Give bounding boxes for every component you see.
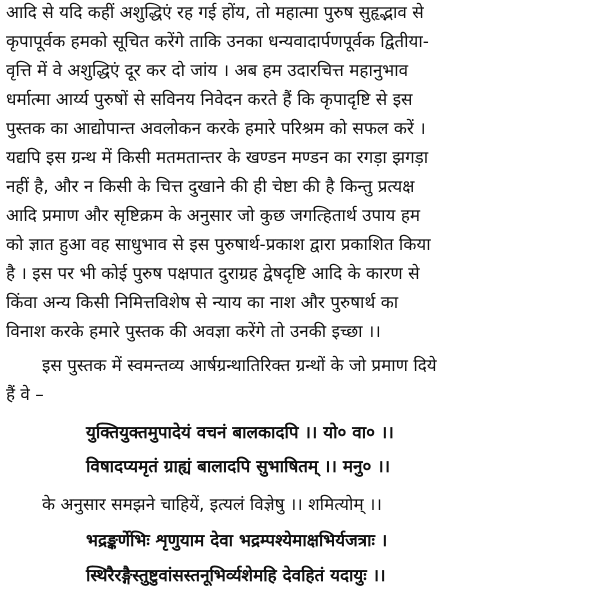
text-line: नहीं है, और न किसी के चित्त दुखाने की ही चेष्टा की है किन्तु प्रत्यक्ष [6,177,415,197]
text-line: है । इस पर भी कोई पुरुष पक्षपात दुराग्रह द्वेषदृष्टि आदि के कारण से [6,264,420,284]
text-line: विनाश करके हमारे पुस्तक की अवज्ञा करेंगे तो उनकी इच्छा ।। [6,322,381,342]
text-line: आदि प्रमाण और सृष्टिक्रम के अनुसार जो कुछ जगत्हितार्थ उपाय हम [6,206,421,226]
text-line: आदि से यदि कहीं अशुद्धिएं रह गई होंय, तो महात्मा पुरुष सुहृद्भाव से [6,3,424,23]
text-line: हैं वे – [6,385,44,405]
text-line: कृपापूर्वक हमको सूचित करेंगे ताकि उनका धन्यवादार्पणपूर्वक द्वितीया- [6,32,429,52]
text-line: पुस्तक का आद्योपान्त अवलोकन करके हमारे परिश्रम को सफल करें । [6,119,426,139]
text-line: को ज्ञात हुआ वह साधुभाव से इस पुरुषार्थ-प्रकाश द्वारा प्रकाशित किया [6,235,431,255]
text-line: धर्मात्मा आर्य्य पुरुषों से सविनय निवेदन करते हैं कि कृपादृष्टि से इस [6,90,413,110]
text-line: इस पुस्तक में स्वमन्तव्य आर्षग्रन्थातिरिक्त ग्रन्थों के जो प्रमाण दिये [42,356,437,376]
verse-line: स्थिरैरङ्गैस्तुष्टुवांसस्तनूभिर्व्यशेमहि देवहितं यदायुः ।। [86,566,386,586]
verse-line: युक्तियुक्तमुपादेयं वचनं बालकादपि ।। यो० वा० ।। [86,423,394,443]
verse-line: भद्रङ्कर्णेभिः शृणुयाम देवा भद्रम्पश्येमाक्षभिर्यजत्राः । [86,531,388,551]
text-line: किंवा अन्य किसी निमित्तविशेष से न्याय का नाश और पुरुषार्थ का [6,293,399,313]
text-line: के अनुसार समझने चाहियें, इत्यलं विज्ञेषु ।। शमित्योम् ।। [42,495,382,515]
text-line: वृत्ति में वे अशुद्धिएं दूर कर दो जांय । अब हम उदारचित्त महानुभाव [6,61,409,81]
verse-line: विषादप्यमृतं ग्राह्यं बालादपि सुभाषितम् ।। मनु० ।। [86,457,391,477]
text-line: यद्यपि इस ग्रन्थ में किसी मतमतान्तर के खण्डन मण्डन का रगड़ा झगड़ा [6,148,429,168]
